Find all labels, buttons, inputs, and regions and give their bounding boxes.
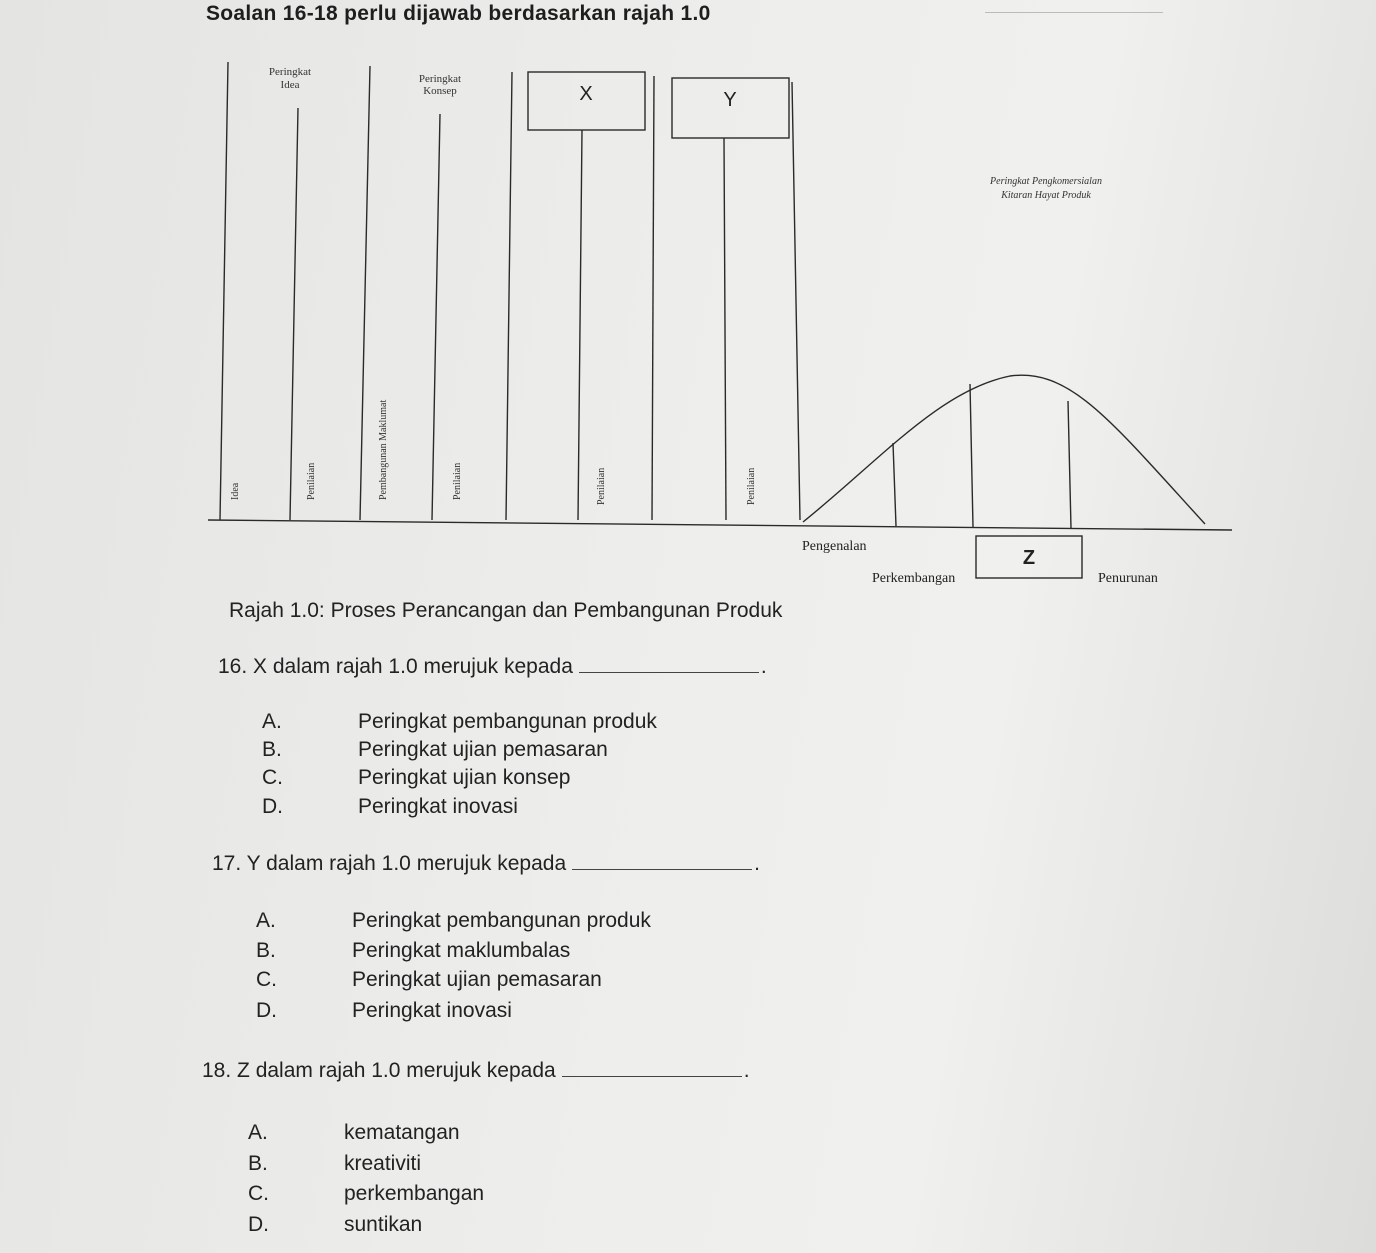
commercial-stage-label-1: Peringkat Pengkomersialan [990, 176, 1102, 187]
question-text: 16. X dalam rajah 1.0 merujuk kepada [218, 655, 573, 678]
q16-option-b[interactable]: B. Peringkat ujian pemasaran [262, 738, 608, 761]
page-title: Soalan 16-18 perlu dijawab berdasarkan rajah 1.0 [206, 2, 711, 25]
q17-option-c[interactable]: C. Peringkat ujian pemasaran [256, 968, 602, 991]
period: . [743, 1059, 750, 1082]
idea-stage-label-1: Peringkat [268, 66, 312, 78]
lifecycle-decline-label: Penurunan [1098, 571, 1158, 586]
lifecycle-growth-label: Perkembangan [872, 571, 956, 586]
q18-option-a[interactable]: A. kematangan [248, 1121, 460, 1144]
commercial-stage-label-2: Kitaran Hayat Produk [1001, 190, 1091, 201]
question-text: 17. Y dalam rajah 1.0 merujuk kepada [212, 852, 567, 875]
question-text: 18. Z dalam rajah 1.0 merujuk kepada [202, 1059, 556, 1082]
idea-stage-label-2: Idea [280, 79, 300, 91]
question-17 [212, 852, 760, 876]
vertical-label-evaluation-4: Penilaian [746, 467, 757, 505]
concept-stage-label-2: Konsep [423, 85, 457, 97]
q16-option-c[interactable]: C. Peringkat ujian konsep [262, 766, 571, 789]
vertical-label-evaluation-2: Penilaian [452, 462, 463, 500]
period: . [754, 852, 760, 875]
box-y-label: Y [723, 89, 737, 111]
answer-blank [572, 868, 752, 870]
box-x-label: X [579, 83, 593, 105]
q17-option-b[interactable]: B. Peringkat maklumbalas [256, 939, 571, 962]
box-z-label: Z [1022, 547, 1036, 569]
q17-option-a[interactable]: A. Peringkat pembangunan produk [256, 909, 651, 932]
vertical-label-idea: Idea [230, 482, 241, 500]
question-16 [218, 655, 767, 679]
question-18 [202, 1059, 750, 1083]
q18-option-d[interactable]: D. suntikan [248, 1213, 423, 1236]
diagram-baseline [208, 520, 1232, 530]
q17-option-d[interactable]: D. Peringkat inovasi [256, 999, 512, 1022]
answer-blank [562, 1075, 742, 1077]
vertical-label-evaluation-1: Penilaian [306, 462, 317, 500]
q16-option-a[interactable]: A. Peringkat pembangunan produk [262, 710, 657, 733]
q16-option-d[interactable]: D. Peringkat inovasi [262, 795, 518, 818]
lifecycle-curve [803, 375, 1205, 524]
diagram-caption: Rajah 1.0: Proses Perancangan dan Pembangunan Produk [229, 599, 783, 622]
answer-blank [579, 671, 759, 673]
q18-option-c[interactable]: C. perkembangan [248, 1182, 485, 1205]
vertical-label-evaluation-3: Penilaian [596, 467, 607, 505]
lifecycle-intro-label: Pengenalan [802, 539, 867, 554]
concept-stage-label-1: Peringkat [418, 73, 462, 85]
vertical-label-info-development: Pembangunan Maklumat [378, 399, 389, 500]
q18-option-b[interactable]: B. kreativiti [248, 1152, 422, 1175]
product-development-diagram [0, 0, 1376, 600]
period: . [760, 655, 767, 678]
